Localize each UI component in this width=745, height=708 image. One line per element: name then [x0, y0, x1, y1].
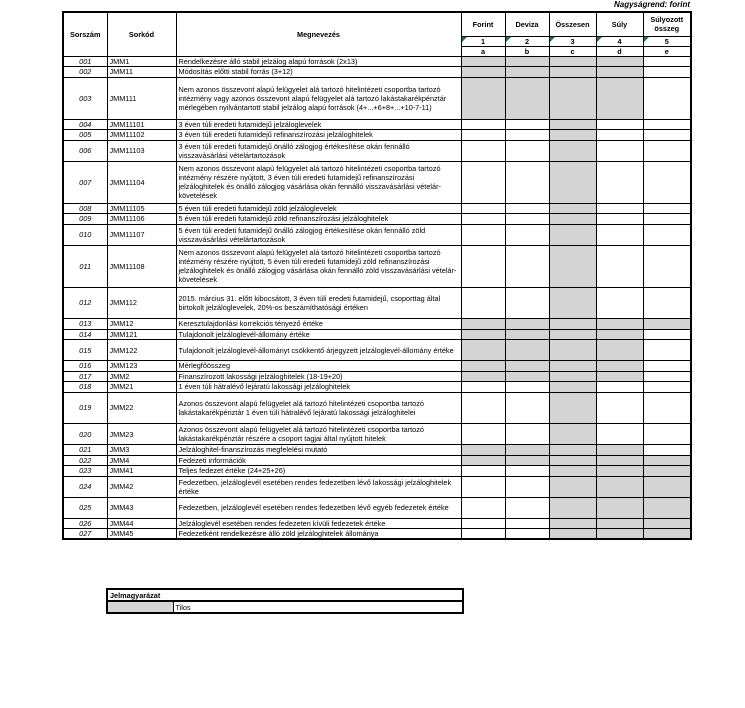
row-description: Nem azonos összevont alapú felügyelet alá tartozó hitelintézeti csoportba tartozó intézmény részére nyújtott, 3 éven túli eredeti futamidejű refinanszírozási jelzáloghitelek és önálló zálogjog vásárlása okán fennálló visszavásárlási vételár-követelések	[176, 161, 461, 203]
input-cell[interactable]	[505, 161, 549, 203]
input-cell[interactable]	[596, 119, 643, 130]
row-number: 003	[63, 77, 107, 119]
row-description: 2015. március 31. előtt kibocsátott, 3 éven túli eredeti futamidejű, csoporttag által birtokolt jelzáloglevelek, 20%-os beszámíthatósági értéken	[176, 287, 461, 319]
table-row	[63, 245, 691, 287]
input-cell[interactable]	[596, 224, 643, 245]
input-cell[interactable]	[505, 287, 549, 319]
row-number: 004	[63, 119, 107, 130]
table-row	[63, 392, 691, 424]
input-cell[interactable]	[505, 203, 549, 214]
table-row	[63, 455, 691, 466]
forbidden-cell	[643, 529, 691, 540]
row-number: 002	[63, 67, 107, 78]
row-number: 011	[63, 245, 107, 287]
header-col-label: Súlyozott összeg	[643, 12, 691, 36]
row-description: Finanszírozott lakossági jelzáloghitelek (18-19+20)	[176, 371, 461, 382]
table-row	[63, 130, 691, 141]
forbidden-cell	[549, 119, 596, 130]
row-number: 015	[63, 340, 107, 361]
row-code: JMM123	[107, 361, 176, 372]
header-sorszam: Sorszám	[63, 12, 107, 56]
row-description: 5 éven túli eredeti futamidejű zöld refinanszírozási jelzáloghitelek	[176, 214, 461, 225]
forbidden-cell	[549, 424, 596, 445]
forbidden-cell	[596, 445, 643, 456]
input-cell[interactable]	[461, 287, 505, 319]
row-description: 5 éven túli eredeti futamidejű önálló zálogjog értékesítése okán fennálló zöld visszavásárlási vételártartozások	[176, 224, 461, 245]
row-code: JMM45	[107, 529, 176, 540]
input-cell[interactable]	[643, 203, 691, 214]
row-code: JMM12	[107, 319, 176, 330]
row-code: JMM11102	[107, 130, 176, 141]
row-number: 016	[63, 361, 107, 372]
forbidden-cell	[643, 455, 691, 466]
input-cell[interactable]	[643, 340, 691, 361]
forbidden-cell	[596, 497, 643, 518]
forbidden-cell	[461, 329, 505, 340]
forbidden-cell	[461, 361, 505, 372]
forbidden-cell	[461, 56, 505, 67]
input-cell[interactable]	[643, 445, 691, 456]
input-cell[interactable]	[461, 140, 505, 161]
row-description: Módosítás előtti stabil forrás (3+12)	[176, 67, 461, 78]
row-number: 027	[63, 529, 107, 540]
unit-label: Nagyságrend: forint	[613, 0, 690, 9]
forbidden-cell	[596, 466, 643, 477]
input-cell[interactable]	[643, 424, 691, 445]
row-number: 014	[63, 329, 107, 340]
forbidden-cell	[461, 371, 505, 382]
input-cell[interactable]	[461, 476, 505, 497]
header-col-index: 2	[505, 36, 549, 46]
row-description: 3 éven túli eredeti futamidejű önálló zálogjog értékesítése okán fennálló visszavásárlási vételártartozások	[176, 140, 461, 161]
forbidden-cell	[596, 361, 643, 372]
table-row	[63, 445, 691, 456]
row-description: Azonos összevont alapú felügyelet alá tartozó hitelintézeti csoportba tartozó lakástakarékpénztár részére a csoport tagjai által nyújtott hitelek	[176, 424, 461, 445]
forbidden-cell	[643, 518, 691, 529]
row-number: 010	[63, 224, 107, 245]
table-row	[63, 67, 691, 78]
row-number: 005	[63, 130, 107, 141]
corner-marker-icon	[550, 37, 555, 42]
header-col-index: 4	[596, 36, 643, 46]
forbidden-cell	[596, 77, 643, 119]
input-cell[interactable]	[643, 287, 691, 319]
row-number: 013	[63, 319, 107, 330]
forbidden-cell	[549, 371, 596, 382]
header-col-label: Deviza	[505, 12, 549, 36]
header-col-index: 3	[549, 36, 596, 46]
input-cell[interactable]	[505, 518, 549, 529]
row-code: JMM41	[107, 466, 176, 477]
input-cell[interactable]	[596, 287, 643, 319]
table-row	[63, 382, 691, 393]
input-cell[interactable]	[461, 161, 505, 203]
header-sorkod: Sorkód	[107, 12, 176, 56]
legend-tilos-label: Tilos	[173, 601, 463, 613]
table-row	[63, 140, 691, 161]
input-cell[interactable]	[461, 518, 505, 529]
input-cell[interactable]	[505, 466, 549, 477]
row-number: 021	[63, 445, 107, 456]
forbidden-cell	[505, 67, 549, 78]
forbidden-cell	[549, 476, 596, 497]
table-row	[63, 77, 691, 119]
input-cell[interactable]	[461, 382, 505, 393]
forbidden-cell	[643, 319, 691, 330]
forbidden-cell	[549, 77, 596, 119]
forbidden-cell	[596, 340, 643, 361]
row-code: JMM42	[107, 476, 176, 497]
forbidden-cell	[549, 392, 596, 424]
legend-title: Jelmagyarázat	[107, 589, 463, 601]
input-cell[interactable]	[596, 161, 643, 203]
row-number: 023	[63, 466, 107, 477]
row-code: JMM11107	[107, 224, 176, 245]
input-cell[interactable]	[643, 161, 691, 203]
row-code: JMM11104	[107, 161, 176, 203]
forbidden-cell	[596, 529, 643, 540]
row-number: 001	[63, 56, 107, 67]
input-cell[interactable]	[505, 119, 549, 130]
forbidden-cell	[549, 445, 596, 456]
row-number: 006	[63, 140, 107, 161]
report-table	[62, 11, 692, 540]
forbidden-cell	[549, 340, 596, 361]
header-col-letter: e	[643, 46, 691, 56]
input-cell[interactable]	[596, 382, 643, 393]
forbidden-cell	[596, 371, 643, 382]
row-code: JMM11108	[107, 245, 176, 287]
input-cell[interactable]	[505, 140, 549, 161]
input-cell[interactable]	[505, 497, 549, 518]
table-row	[63, 497, 691, 518]
forbidden-cell	[596, 67, 643, 78]
row-code: JMM112	[107, 287, 176, 319]
forbidden-cell	[505, 56, 549, 67]
row-description: Jelzáloghitel-finanszírozás megfelelési mutató	[176, 445, 461, 456]
input-cell[interactable]	[596, 130, 643, 141]
row-number: 012	[63, 287, 107, 319]
input-cell[interactable]	[505, 476, 549, 497]
forbidden-cell	[505, 361, 549, 372]
row-description: 5 éven túli eredeti futamidejű zöld jelzáloglevelek	[176, 203, 461, 214]
legend-table	[106, 588, 464, 614]
row-code: JMM111	[107, 77, 176, 119]
forbidden-cell	[549, 329, 596, 340]
row-description: 3 éven túli eredeti futamidejű refinanszírozási jelzáloghitelek	[176, 130, 461, 141]
row-number: 020	[63, 424, 107, 445]
forbidden-cell	[549, 455, 596, 466]
forbidden-cell	[461, 340, 505, 361]
table-row	[63, 476, 691, 497]
corner-marker-icon	[462, 37, 467, 42]
forbidden-cell	[549, 130, 596, 141]
forbidden-cell	[461, 445, 505, 456]
forbidden-cell	[505, 455, 549, 466]
row-number: 007	[63, 161, 107, 203]
table-row	[63, 424, 691, 445]
table-row	[63, 287, 691, 319]
input-cell[interactable]	[461, 214, 505, 225]
input-cell[interactable]	[643, 371, 691, 382]
forbidden-cell	[596, 56, 643, 67]
header-col-letter: a	[461, 46, 505, 56]
input-cell[interactable]	[505, 130, 549, 141]
forbidden-cell	[461, 77, 505, 119]
forbidden-cell	[643, 476, 691, 497]
row-code: JMM11	[107, 67, 176, 78]
forbidden-cell	[549, 224, 596, 245]
input-cell[interactable]	[505, 224, 549, 245]
header-col-label: Súly	[596, 12, 643, 36]
forbidden-cell	[461, 319, 505, 330]
table-row	[63, 203, 691, 214]
row-code: JMM122	[107, 340, 176, 361]
forbidden-cell	[596, 329, 643, 340]
forbidden-cell	[549, 140, 596, 161]
row-number: 025	[63, 497, 107, 518]
input-cell[interactable]	[643, 329, 691, 340]
row-code: JMM11103	[107, 140, 176, 161]
input-cell[interactable]	[596, 245, 643, 287]
table-row	[63, 119, 691, 130]
row-code: JMM1	[107, 56, 176, 67]
corner-marker-icon	[506, 37, 511, 42]
row-description: Fedezetben, jelzáloglevél esetében rendes fedezetben lévő egyéb fedezetek értéke	[176, 497, 461, 518]
row-code: JMM11105	[107, 203, 176, 214]
input-cell[interactable]	[596, 214, 643, 225]
input-cell[interactable]	[643, 130, 691, 141]
input-cell[interactable]	[461, 497, 505, 518]
table-row	[63, 214, 691, 225]
table-row	[63, 518, 691, 529]
input-cell[interactable]	[643, 224, 691, 245]
row-description: Rendelkezésre álló stabil jelzálog alapú források (2x13)	[176, 56, 461, 67]
forbidden-cell	[596, 455, 643, 466]
header-col-index: 5	[643, 36, 691, 46]
forbidden-cell	[505, 77, 549, 119]
input-cell[interactable]	[643, 56, 691, 67]
corner-marker-icon	[644, 37, 649, 42]
forbidden-cell	[549, 319, 596, 330]
input-cell[interactable]	[505, 424, 549, 445]
input-cell[interactable]	[505, 392, 549, 424]
input-cell[interactable]	[461, 203, 505, 214]
row-number: 008	[63, 203, 107, 214]
forbidden-cell	[643, 497, 691, 518]
row-code: JMM4	[107, 455, 176, 466]
forbidden-cell	[505, 340, 549, 361]
input-cell[interactable]	[461, 245, 505, 287]
forbidden-cell	[549, 161, 596, 203]
header-col-index: 1	[461, 36, 505, 46]
input-cell[interactable]	[643, 392, 691, 424]
input-cell[interactable]	[505, 529, 549, 540]
forbidden-cell	[549, 497, 596, 518]
table-row	[63, 329, 691, 340]
input-cell[interactable]	[596, 424, 643, 445]
input-cell[interactable]	[461, 130, 505, 141]
input-cell[interactable]	[505, 382, 549, 393]
row-number: 026	[63, 518, 107, 529]
row-description: Jelzáloglevél esetében rendes fedezeten kívüli fedezetek értéke	[176, 518, 461, 529]
forbidden-cell	[549, 245, 596, 287]
row-description: 1 éven túli hátralévő lejáratú lakossági jelzáloghitelek	[176, 382, 461, 393]
forbidden-cell	[596, 476, 643, 497]
row-code: JMM22	[107, 392, 176, 424]
header-col-letter: c	[549, 46, 596, 56]
input-cell[interactable]	[596, 203, 643, 214]
forbidden-cell	[461, 455, 505, 466]
table-body	[63, 56, 691, 539]
corner-marker-icon	[597, 37, 602, 42]
row-description: Tulajdonolt jelzáloglevél-állomány értéke	[176, 329, 461, 340]
input-cell[interactable]	[461, 224, 505, 245]
forbidden-cell	[549, 214, 596, 225]
row-description: Mérlegfőösszeg	[176, 361, 461, 372]
table-row	[63, 319, 691, 330]
forbidden-cell	[505, 371, 549, 382]
input-cell[interactable]	[461, 466, 505, 477]
table-row	[63, 56, 691, 67]
forbidden-cell	[549, 287, 596, 319]
row-description: 3 éven túli eredeti futamidejű jelzáloglevelek	[176, 119, 461, 130]
input-cell[interactable]	[505, 245, 549, 287]
forbidden-cell	[549, 361, 596, 372]
header-col-letter: d	[596, 46, 643, 56]
row-description: Keresztulajdonlási korrekciós tényező értéke	[176, 319, 461, 330]
row-number: 017	[63, 371, 107, 382]
input-cell[interactable]	[643, 245, 691, 287]
header-megnevezes: Megnevezés	[176, 12, 461, 56]
row-description: Fedezetben, jelzáloglevél esetében rendes fedezetben lévő lakossági jelzáloghitelek értéke	[176, 476, 461, 497]
row-code: JMM2	[107, 371, 176, 382]
forbidden-cell	[643, 466, 691, 477]
table-row	[63, 340, 691, 361]
input-cell[interactable]	[505, 214, 549, 225]
input-cell[interactable]	[461, 119, 505, 130]
input-cell[interactable]	[643, 361, 691, 372]
forbidden-cell	[549, 529, 596, 540]
row-number: 019	[63, 392, 107, 424]
row-number: 024	[63, 476, 107, 497]
input-cell[interactable]	[643, 119, 691, 130]
row-code: JMM11106	[107, 214, 176, 225]
table-row	[63, 224, 691, 245]
forbidden-cell	[549, 466, 596, 477]
forbidden-cell	[549, 518, 596, 529]
row-description: Nem azonos összevont alapú felügyelet alá tartozó hitelintézeti csoportba tartozó intézmény részére nyújtott, 5 éven túli eredeti futamidejű zöld refinanszírozási jelzáloghitelek és önálló zálogjog vásárlása okán fennálló zöld visszavásárlási vételár-követelések	[176, 245, 461, 287]
header-col-label: Forint	[461, 12, 505, 36]
forbidden-cell	[505, 329, 549, 340]
input-cell[interactable]	[643, 140, 691, 161]
row-description: Teljes fedezet értéke (24+25+26)	[176, 466, 461, 477]
table-row	[63, 371, 691, 382]
input-cell[interactable]	[596, 392, 643, 424]
row-code: JMM121	[107, 329, 176, 340]
input-cell[interactable]	[643, 214, 691, 225]
input-cell[interactable]	[643, 77, 691, 119]
row-description: Azonos összevont alapú felügyelet alá tartozó hitelintézeti csoportba tartozó lakástakarékpénztár 1 éven túli hátralévő lejáratú lakossági jelzáloghitelei	[176, 392, 461, 424]
forbidden-cell	[461, 67, 505, 78]
input-cell[interactable]	[461, 529, 505, 540]
forbidden-cell	[549, 56, 596, 67]
row-code: JMM23	[107, 424, 176, 445]
row-description: Fedezetként rendelkezésre álló zöld jelzáloghitelek állománya	[176, 529, 461, 540]
row-code: JMM3	[107, 445, 176, 456]
forbidden-cell	[505, 445, 549, 456]
input-cell[interactable]	[461, 392, 505, 424]
row-code: JMM21	[107, 382, 176, 393]
row-number: 009	[63, 214, 107, 225]
row-code: JMM44	[107, 518, 176, 529]
input-cell[interactable]	[461, 424, 505, 445]
header-col-label: Összesen	[549, 12, 596, 36]
row-number: 018	[63, 382, 107, 393]
row-code: JMM43	[107, 497, 176, 518]
header-col-letter: b	[505, 46, 549, 56]
row-code: JMM11101	[107, 119, 176, 130]
forbidden-cell	[549, 67, 596, 78]
row-number: 022	[63, 455, 107, 466]
forbidden-cell	[549, 382, 596, 393]
table-row	[63, 361, 691, 372]
forbidden-cell	[596, 518, 643, 529]
table-row	[63, 529, 691, 540]
input-cell[interactable]	[643, 382, 691, 393]
table-row	[63, 161, 691, 203]
table-row	[63, 466, 691, 477]
row-description: Nem azonos összevont alapú felügyelet alá tartozó hitelintézeti csoportba tartozó intézmény vagy azonos összevont alapú felügyelet alá tartozó lakástakarékpénztár mérlegében nyilvántartott stabil jelzálog alapú források (4+...+6+8+...+10-7-11)	[176, 77, 461, 119]
forbidden-cell	[596, 319, 643, 330]
input-cell[interactable]	[596, 140, 643, 161]
row-description: Tulajdonolt jelzáloglevél-állományt csökkentő árjegyzett jelzáloglevél-állomány értéke	[176, 340, 461, 361]
forbidden-cell	[505, 319, 549, 330]
forbidden-cell	[549, 203, 596, 214]
legend-swatch	[107, 601, 173, 613]
row-description: Fedezeti információk	[176, 455, 461, 466]
input-cell[interactable]	[643, 67, 691, 78]
